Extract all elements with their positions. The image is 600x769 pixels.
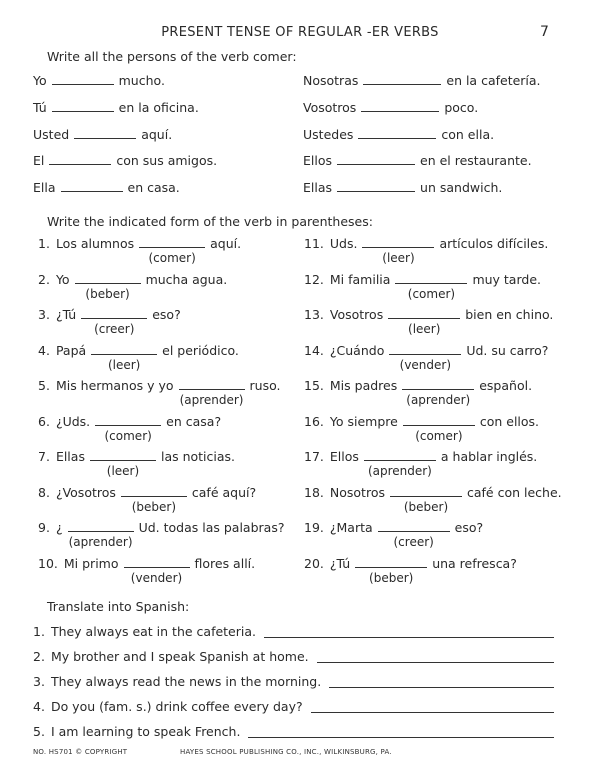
sentence-rest: con ella.: [441, 127, 495, 142]
exercise-item: [38, 236, 241, 251]
conjugation-item: [33, 153, 217, 168]
verb-hint: (aprender): [68, 535, 133, 549]
sentence-start: Mi primo: [63, 555, 119, 571]
sentence-end: eso?: [152, 307, 181, 322]
sentence-end: bien en chino.: [465, 307, 554, 322]
section2-instruction: Write the indicated form of the verb in parentheses:: [47, 214, 373, 229]
sentence-start: ¿: [55, 520, 63, 535]
item-number: 8.: [38, 484, 50, 500]
sentence-start: Yo siempre: [329, 413, 398, 429]
sentence-end: Ud. todas las palabras?: [138, 520, 285, 535]
answer-blank[interactable]: [402, 378, 474, 390]
answer-blank[interactable]: [355, 556, 427, 568]
answer-blank[interactable]: [337, 153, 415, 165]
translation-item: [33, 624, 256, 639]
answer-blank[interactable]: [390, 485, 462, 497]
answer-blank[interactable]: [52, 73, 114, 85]
exercise-item: [304, 414, 539, 429]
sentence-start: ¿Vosotros: [55, 484, 116, 500]
item-number: 6.: [38, 413, 50, 429]
verb-hint: (comer): [148, 251, 196, 265]
sentence-end: a hablar inglés.: [440, 449, 538, 464]
item-number: 9.: [38, 520, 50, 535]
item-number: 18.: [304, 484, 324, 500]
answer-blank[interactable]: [139, 236, 205, 248]
item-number: 5.: [33, 724, 45, 739]
answer-blank[interactable]: [91, 343, 157, 355]
translation-item: [33, 649, 309, 664]
sentence-start: ¿Tú: [55, 307, 77, 322]
exercise-item: [38, 449, 235, 464]
exercise-item: [304, 307, 553, 322]
sentence-rest: en el restaurante.: [420, 153, 532, 168]
item-number: 2.: [38, 271, 50, 287]
sentence-end: flores allí.: [194, 555, 256, 571]
sentence-start: ¿Uds.: [55, 413, 91, 429]
prompt-text: Do you (fam. s.) drink coffee every day?: [50, 699, 303, 714]
item-number: 14.: [304, 342, 324, 358]
prompt-text: They always eat in the cafeteria.: [50, 624, 256, 639]
footer-copyright: NO. HS701 © COPYRIGHT: [33, 748, 128, 756]
sentence-start: Vosotros: [329, 307, 384, 322]
verb-hint: (comer): [415, 428, 463, 443]
sentence-start: ¿Tú: [329, 555, 351, 571]
item-number: 3.: [33, 674, 45, 689]
answer-line[interactable]: [317, 662, 554, 663]
sentence-end: una refresca?: [432, 555, 517, 571]
subject-pronoun: Ustedes: [303, 127, 354, 142]
item-number: 20.: [304, 555, 324, 571]
conjugation-item: [303, 153, 532, 168]
conjugation-item: [33, 73, 165, 88]
conjugation-item: [303, 180, 502, 195]
exercise-item: [38, 307, 181, 322]
sentence-end: con ellos.: [479, 413, 540, 429]
answer-line[interactable]: [264, 637, 554, 638]
sentence-end: muy tarde.: [472, 271, 541, 287]
verb-hint: (leer): [106, 464, 140, 478]
answer-blank[interactable]: [388, 307, 460, 319]
answer-blank[interactable]: [61, 180, 123, 192]
translation-item: [33, 699, 303, 714]
verb-hint: (beber): [85, 286, 130, 301]
answer-blank[interactable]: [337, 180, 415, 192]
verb-hint: (vender): [130, 570, 183, 585]
verb-hint: (comer): [407, 286, 456, 301]
answer-blank[interactable]: [74, 127, 136, 139]
subject-pronoun: El: [33, 153, 45, 168]
answer-blank[interactable]: [389, 343, 461, 355]
item-number: 5.: [38, 378, 50, 393]
subject-pronoun: Usted: [33, 127, 70, 142]
verb-hint: (creer): [393, 535, 434, 549]
verb-hint: (aprender): [179, 393, 244, 407]
exercise-item: [304, 236, 548, 251]
exercise-item: [38, 520, 284, 535]
sentence-end: español.: [479, 378, 533, 393]
answer-line[interactable]: [329, 687, 554, 688]
answer-line[interactable]: [311, 712, 554, 713]
page-title: PRESENT TENSE OF REGULAR -ER VERBS: [161, 25, 439, 40]
answer-blank[interactable]: [358, 127, 436, 139]
sentence-end: mucha agua.: [145, 271, 228, 287]
sentence-end: el periódico.: [162, 342, 239, 358]
answer-blank[interactable]: [364, 449, 436, 461]
sentence-end: café aquí?: [191, 484, 257, 500]
subject-pronoun: Ella: [33, 180, 56, 195]
subject-pronoun: Ellas: [303, 180, 333, 195]
item-number: 3.: [38, 307, 50, 322]
conjugation-item: [33, 180, 180, 195]
item-number: 11.: [304, 236, 324, 251]
answer-line[interactable]: [248, 737, 554, 738]
sentence-start: ¿Cuándo: [329, 342, 385, 358]
translation-item: [33, 724, 240, 739]
answer-blank[interactable]: [121, 485, 187, 497]
sentence-start: ¿Marta: [329, 520, 373, 535]
sentence-start: Papá: [55, 342, 87, 358]
sentence-end: artículos difíciles.: [439, 236, 549, 251]
sentence-start: Nosotros: [329, 484, 385, 500]
sentence-start: Ellos: [329, 449, 359, 464]
sentence-end: eso?: [454, 520, 484, 535]
answer-blank[interactable]: [362, 236, 434, 248]
sentence-start: Ellas: [55, 449, 85, 464]
verb-hint: (aprender): [367, 464, 432, 478]
answer-blank[interactable]: [52, 100, 114, 112]
conjugation-item: [33, 127, 172, 142]
sentence-start: Yo: [55, 271, 70, 287]
exercise-item: [38, 378, 281, 393]
answer-blank[interactable]: [95, 414, 161, 426]
exercise-item: [304, 343, 548, 358]
exercise-item: [38, 485, 256, 500]
verb-hint: (creer): [94, 322, 135, 336]
sentence-end: café con leche.: [466, 484, 562, 500]
item-number: 1.: [33, 624, 45, 639]
exercise-item: [38, 414, 221, 429]
sentence-rest: en la oficina.: [118, 100, 199, 115]
section3-instruction: Translate into Spanish:: [47, 599, 190, 614]
prompt-text: I am learning to speak French.: [50, 724, 241, 739]
subject-pronoun: Yo: [33, 73, 47, 88]
subject-pronoun: Vosotros: [303, 100, 357, 115]
exercise-item: [304, 449, 537, 464]
sentence-rest: un sandwich.: [420, 180, 503, 195]
item-number: 2.: [33, 649, 45, 664]
sentence-rest: en casa.: [127, 180, 180, 195]
verb-hint: (leer): [408, 322, 441, 336]
subject-pronoun: Tú: [33, 100, 47, 115]
section1-instruction: Write all the persons of the verb comer:: [47, 49, 297, 64]
sentence-end: aquí.: [210, 236, 242, 251]
sentence-end: las noticias.: [160, 449, 236, 464]
sentence-start: Mis padres: [329, 378, 398, 393]
sentence-end: en casa?: [166, 413, 222, 429]
item-number: 1.: [38, 236, 50, 251]
prompt-text: They always read the news in the morning.: [50, 674, 322, 689]
item-number: 4.: [38, 342, 50, 358]
item-number: 19.: [304, 520, 324, 535]
exercise-item: [304, 378, 532, 393]
sentence-rest: con sus amigos.: [116, 153, 218, 168]
sentence-start: Mis hermanos y yo: [55, 378, 174, 393]
answer-blank[interactable]: [403, 414, 475, 426]
conjugation-item: [303, 100, 478, 115]
item-number: 16.: [304, 413, 324, 429]
answer-blank[interactable]: [361, 100, 439, 112]
answer-blank[interactable]: [49, 153, 111, 165]
verb-hint: (beber): [403, 499, 449, 514]
translation-item: [33, 674, 321, 689]
sentence-end: ruso.: [249, 378, 281, 393]
item-number: 7.: [38, 449, 50, 464]
verb-hint: (vender): [399, 357, 452, 372]
subject-pronoun: Nosotras: [303, 73, 359, 88]
exercise-item: [38, 343, 239, 358]
answer-blank[interactable]: [179, 378, 245, 390]
answer-blank[interactable]: [90, 449, 156, 461]
exercise-item: [304, 272, 541, 287]
exercise-item: [38, 556, 255, 571]
verb-hint: (leer): [107, 357, 141, 372]
sentence-rest: mucho.: [118, 73, 165, 88]
answer-blank[interactable]: [68, 520, 134, 532]
conjugation-item: [303, 127, 494, 142]
answer-blank[interactable]: [81, 307, 147, 319]
conjugation-item: [33, 100, 199, 115]
exercise-item: [304, 520, 483, 535]
answer-blank[interactable]: [395, 272, 467, 284]
item-number: 13.: [304, 307, 324, 322]
item-number: 10.: [38, 555, 58, 571]
verb-hint: (leer): [382, 251, 415, 265]
conjugation-item: [303, 73, 541, 88]
item-number: 15.: [304, 378, 324, 393]
sentence-rest: aquí.: [141, 127, 173, 142]
exercise-item: [304, 556, 517, 571]
sentence-start: Los alumnos: [55, 236, 135, 251]
footer-publisher: HAYES SCHOOL PUBLISHING CO., INC., WILKINSBURG, PA.: [180, 748, 392, 756]
answer-blank[interactable]: [363, 73, 441, 85]
verb-hint: (beber): [369, 570, 414, 585]
sentence-start: Mi familia: [329, 271, 391, 287]
exercise-item: [38, 272, 227, 287]
answer-blank[interactable]: [378, 520, 450, 532]
page-number: 7: [540, 24, 549, 40]
sentence-rest: en la cafetería.: [446, 73, 541, 88]
subject-pronoun: Ellos: [303, 153, 333, 168]
sentence-start: Uds.: [329, 236, 358, 251]
item-number: 12.: [304, 271, 324, 287]
verb-hint: (aprender): [406, 393, 471, 407]
verb-hint: (comer): [104, 428, 152, 443]
verb-hint: (beber): [131, 499, 177, 514]
answer-blank[interactable]: [124, 556, 190, 568]
sentence-rest: poco.: [444, 100, 479, 115]
sentence-end: Ud. su carro?: [466, 342, 549, 358]
item-number: 17.: [304, 449, 324, 464]
answer-blank[interactable]: [75, 272, 141, 284]
prompt-text: My brother and I speak Spanish at home.: [50, 649, 309, 664]
exercise-item: [304, 485, 562, 500]
item-number: 4.: [33, 699, 45, 714]
